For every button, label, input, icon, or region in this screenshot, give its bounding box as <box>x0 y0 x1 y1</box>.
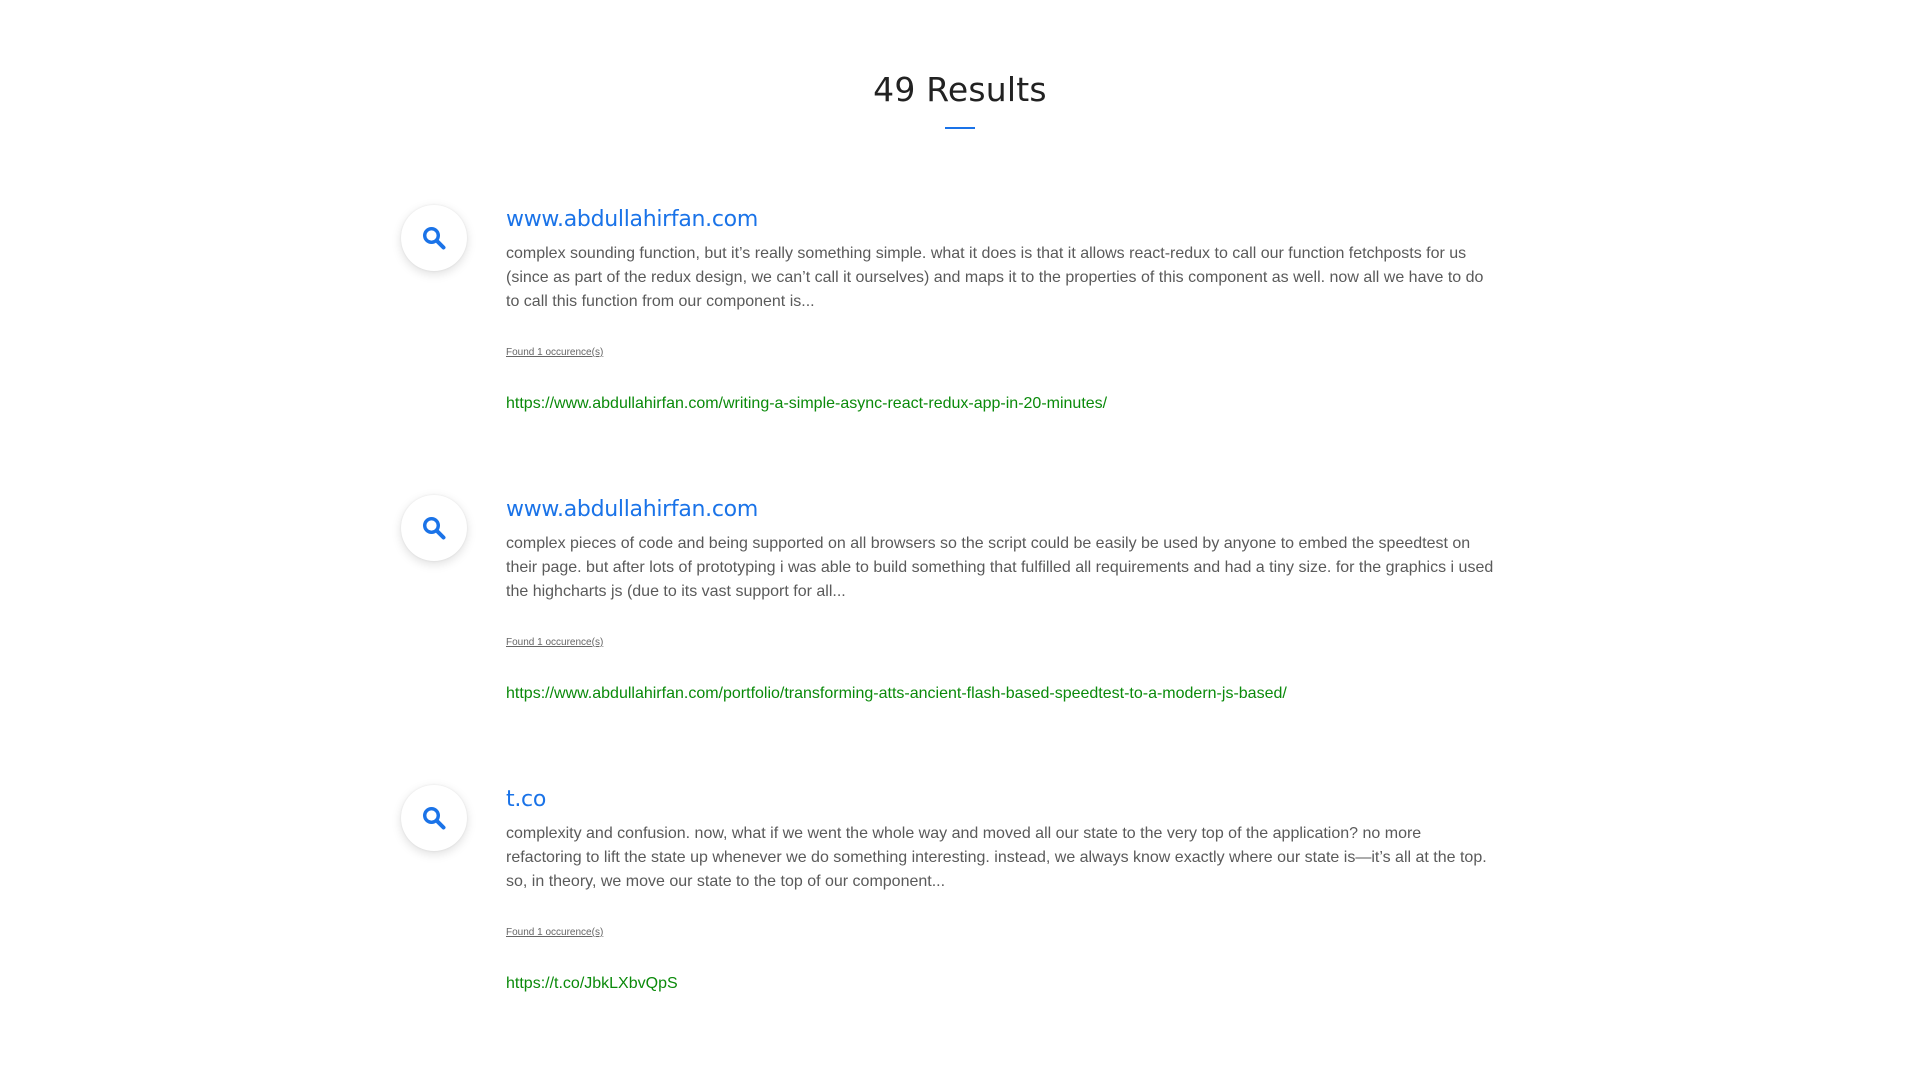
result-body <box>506 200 1496 414</box>
result-item <box>0 490 1920 780</box>
result-snippet: complex pieces of code and being supported on all browsers so the script could be easily be used by anyone to embed the speedtest on their page. but after lots of prototyping i was able to build something that fulfilled all requirements and had a tiny size. for the graphics i used the highcharts js (due to its vast support for all... <box>506 535 1494 600</box>
result-url-link[interactable]: https://t.co/JbkLXbvQpS <box>506 975 678 992</box>
result-body <box>506 490 1496 704</box>
search-icon-badge <box>401 205 467 271</box>
result-body <box>506 780 1496 994</box>
results-header <box>0 0 1920 129</box>
result-occurrence-count: Found 1 occurence(s) <box>506 927 604 938</box>
result-url-link[interactable]: https://www.abdullahirfan.com/writing-a-simple-async-react-redux-app-in-20-minutes/ <box>506 395 1108 412</box>
result-title-link[interactable]: www.abdullahirfan.com <box>506 497 758 522</box>
page-title: 49 Results <box>873 70 1047 109</box>
result-url-link[interactable]: https://www.abdullahirfan.com/portfolio/transforming-atts-ancient-flash-based-speedtest-to-a-modern-js-based/ <box>506 685 1287 702</box>
result-item <box>0 780 1920 1070</box>
result-snippet: complexity and confusion. now, what if we went the whole way and moved all our state to the very top of the application? no more refactoring to lift the state up whenever we do something interesting. instead, we always know exactly where our state is—it’s all at the top. so, in theory, we move our state to the top of our component... <box>506 825 1487 890</box>
search-icon <box>422 806 446 830</box>
search-icon <box>422 226 446 250</box>
result-snippet: complex sounding function, but it’s really something simple. what it does is that it allows react-redux to call our function fetchposts for us (since as part of the redux design, we can’t call it ourselves) and maps it to the properties of this component as well. now all we have to do to call this function from our component is... <box>506 245 1484 310</box>
result-occurrence-count: Found 1 occurence(s) <box>506 347 604 358</box>
result-occurrence-count: Found 1 occurence(s) <box>506 637 604 648</box>
search-icon <box>422 516 446 540</box>
result-item <box>0 200 1920 490</box>
result-title-link[interactable]: www.abdullahirfan.com <box>506 207 758 232</box>
result-title-link[interactable]: t.co <box>506 787 546 812</box>
title-underline <box>945 127 975 129</box>
search-icon-badge <box>401 785 467 851</box>
search-icon-badge <box>401 495 467 561</box>
results-list <box>0 200 1920 1070</box>
